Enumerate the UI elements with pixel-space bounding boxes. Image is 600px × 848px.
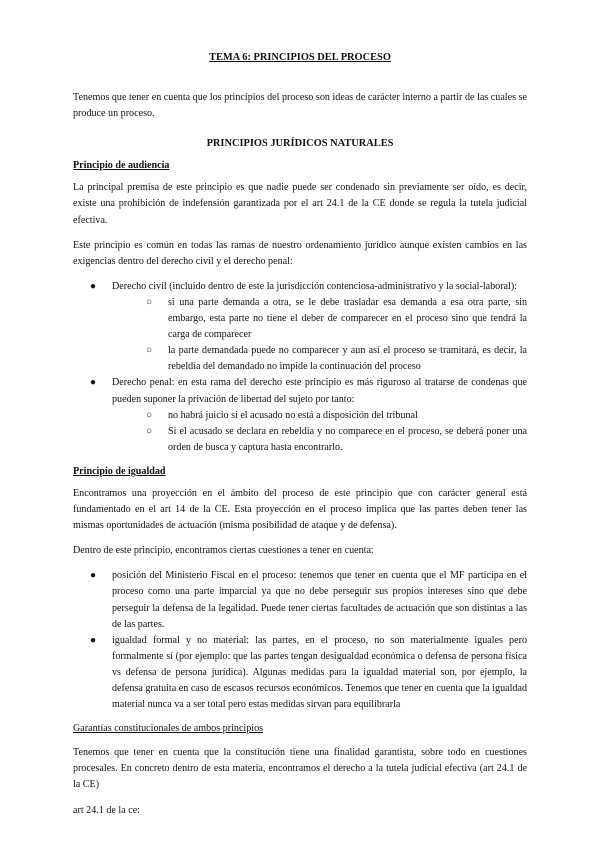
- list-item: [90, 375, 527, 455]
- bullet-icon: ●: [90, 280, 97, 292]
- heading-igualdad: Principio de igualdad: [73, 465, 166, 477]
- list-item-text: Derecho penal: en esta rama del derecho este principio es más riguroso al tratarse de condenas que pueden suponer la privación de libertad del sujeto por tanto:: [112, 377, 527, 405]
- garantias-paragraph-2: art 24.1 de la ce:: [73, 804, 140, 816]
- list-item: [90, 633, 527, 713]
- circle-bullet-icon: ○: [146, 296, 153, 308]
- document-title: TEMA 6: PRINCIPIOS DEL PROCESO: [209, 52, 391, 63]
- sub-list-item: [146, 424, 527, 456]
- bullet-icon: ●: [90, 570, 97, 582]
- document-body: [73, 50, 527, 828]
- audiencia-paragraph-1: La principal premisa de este principio es que nadie puede ser condenado sin previamente ser oído, es decir, existe una prohibición de indefensión garantizada por el art 24.1 de la CE donde se regula la tutela judicial efectiva.: [73, 182, 527, 226]
- sub-list-item-text: Si el acusado se declara en rebeldía y no comparece en el proceso, se deberá poner una orden de busca y captura hasta encontrarlo.: [168, 425, 527, 453]
- list-item-text: posición del Ministerio Fiscal en el proceso: tenemos que tener en cuenta que el MF participa en el proceso como una parte imparcial ya que no debe perseguir sus propios intereses sino que debe perseguir la defensa de la legalidad. Puede tener ciertas facultades de actuación que son distintas a las de las partes.: [112, 570, 527, 630]
- sub-list-item: [146, 295, 527, 343]
- sub-list-item: [146, 343, 527, 375]
- sub-list-item-text: si una parte demanda a otra, se le debe trasladar esa demanda a esa otra parte, sin embargo, esta parte no tiene el deber de comparecer en el proceso sino que tendrá la carga de comparecer: [168, 296, 527, 341]
- bullet-icon: ●: [90, 377, 97, 389]
- circle-bullet-icon: ○: [146, 425, 153, 437]
- igualdad-paragraph-2: Dentro de este principio, encontramos ciertas cuestiones a tener en cuenta:: [73, 545, 374, 557]
- list-item-text: Derecho civil (incluido dentro de este la jurisdicción contenciosa-administrativo y la social-laboral):: [112, 280, 518, 292]
- intro-paragraph: Tenemos que tener en cuenta que los principios del proceso son ideas de carácter interno a partir de las cuales se produce un proceso.: [73, 92, 527, 120]
- circle-bullet-icon: ○: [146, 345, 153, 357]
- sub-list-item-text: no habrá juicio si el acusado no está a disposición del tribunal: [168, 409, 418, 421]
- sub-list-item-text: la parte demandada puede no comparecer y aun así el proceso se tramitará, es decir, la rebeldía del demandado no impide la continuación del proceso: [168, 345, 527, 373]
- heading-garantias: Garantías constitucionales de ambos principios: [73, 723, 264, 735]
- list-item: [90, 279, 527, 376]
- circle-bullet-icon: ○: [146, 409, 153, 421]
- sub-list: [112, 295, 527, 375]
- sub-list-item: [146, 408, 527, 424]
- igualdad-list: [73, 568, 527, 713]
- list-item: [90, 568, 527, 632]
- audiencia-paragraph-2: Este principio es común en todas las ramas de nuestro ordenamiento jurídico aunque existen cambios en las exigencias dentro del derecho civil y el derecho penal:: [73, 239, 527, 267]
- igualdad-paragraph-1: Encontramos una proyección en el ámbito del proceso de este principio que con carácter general está fundamentado en el art 14 de la CE. Esta proyección en el proceso implica que las partes deben tener las mismas oportunidades de actuación (misma posibilidad de ataque y de defensa).: [73, 487, 527, 532]
- heading-audiencia: Principio de audiencia: [73, 160, 170, 172]
- audiencia-list: [73, 279, 527, 456]
- list-item-text: igualdad formal y no material: las partes, en el proceso, no son materialmente iguales pero formalmente sí (por ejemplo: que las partes tengan desigualdad económica o defensa de persona física vs defensa de persona jurídica). Algunas medidas para la igualdad material son, por ejemplo, la defensa gratuita en caso de escasos recursos económicos. Tenemos que tener en cuenta que la igualdad material nunca va a ser total pero estas medidas sirvan para equilibrarla: [112, 634, 527, 711]
- sub-list: [112, 408, 527, 456]
- section-title: PRINCIPIOS JURÍDICOS NATURALES: [206, 138, 394, 150]
- bullet-icon: ●: [90, 634, 97, 646]
- garantias-paragraph-1: Tenemos que tener en cuenta que la constitución tiene una finalidad garantista, sobre todo en cuestiones procesales. En concreto dentro de esta materia, encontramos el derecho a la tutela judicial efectiva (art 24.1 de la CE): [73, 747, 527, 791]
